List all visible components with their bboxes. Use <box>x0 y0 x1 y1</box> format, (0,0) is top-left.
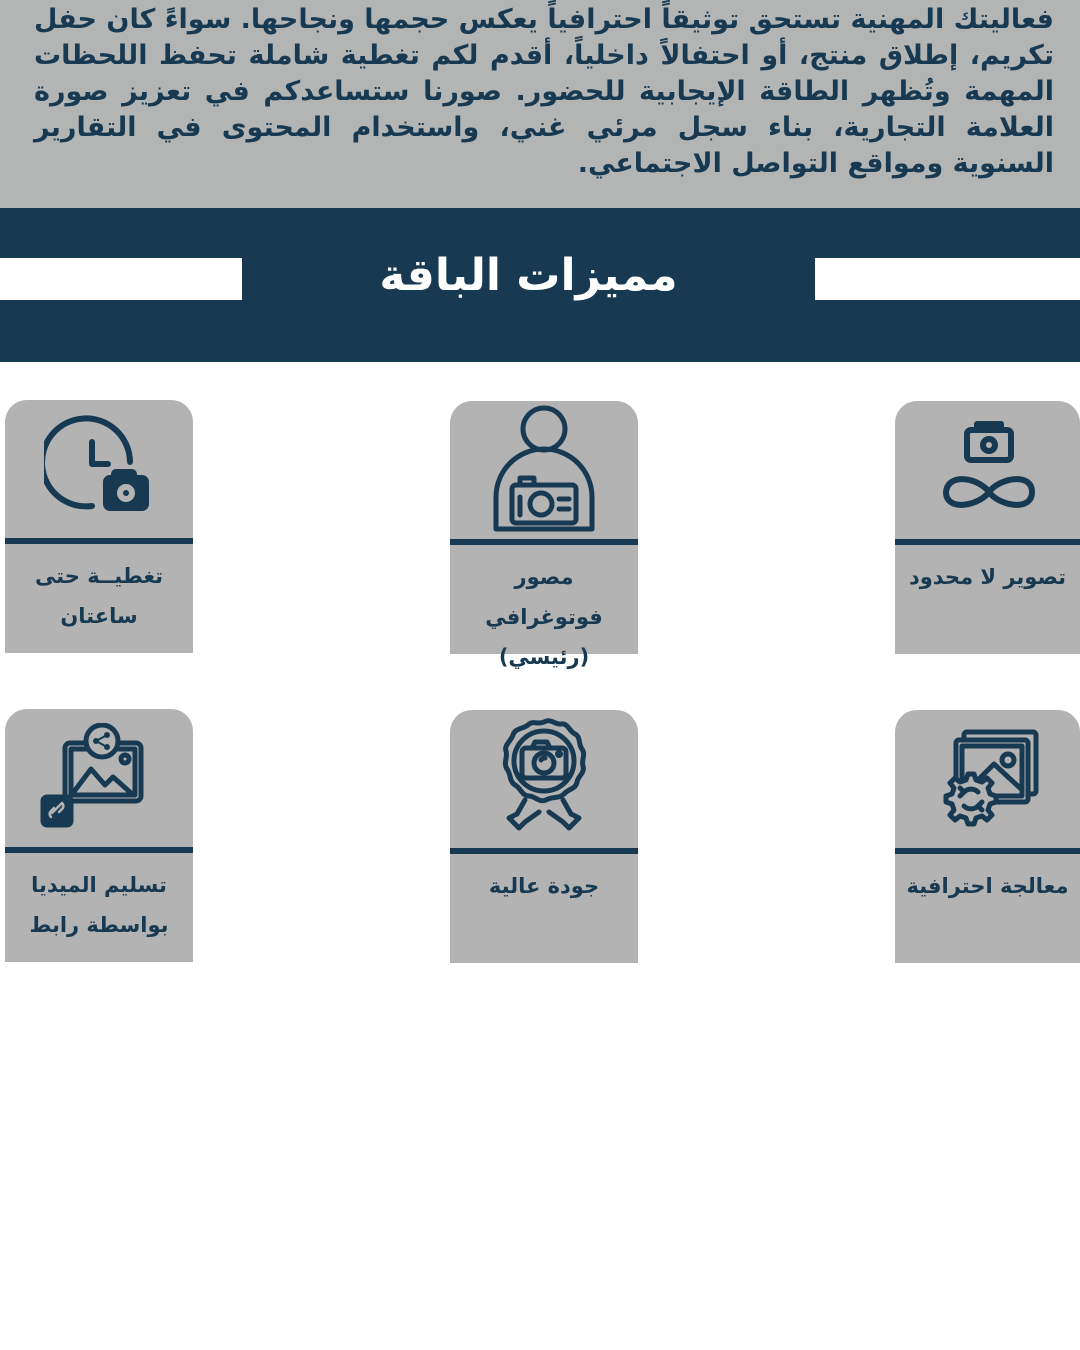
decorative-bar-left <box>0 258 242 300</box>
section-header-band <box>0 208 1080 362</box>
card-divider <box>450 848 638 854</box>
camera-badge-icon <box>450 710 638 847</box>
photographer-icon <box>450 401 638 538</box>
image-share-link-icon <box>5 709 193 846</box>
card-divider <box>895 539 1080 545</box>
feature-label: جودة عالية <box>488 874 600 898</box>
feature-card-photographer <box>450 401 638 669</box>
feature-label: تصوير لا محدود <box>908 565 1067 589</box>
intro-section <box>0 0 1080 208</box>
feature-card-unlimited <box>895 401 1080 654</box>
card-divider <box>895 848 1080 854</box>
card-divider <box>5 538 193 544</box>
card-divider <box>450 539 638 545</box>
feature-card-coverage <box>5 400 193 653</box>
camera-infinity-icon <box>895 401 1080 538</box>
feature-label: تغطيــة حتى ساعتان <box>34 564 164 628</box>
feature-label: معالجة احترافية <box>906 874 1069 898</box>
feature-label: مصور فوتوغرافي (رئيسي) <box>485 565 603 669</box>
section-title: مميزات الباقة <box>379 250 678 301</box>
feature-label: تسليم الميديا بواسطة رابط <box>29 873 169 937</box>
card-divider <box>5 847 193 853</box>
decorative-bar-right <box>815 258 1080 300</box>
feature-card-processing <box>895 710 1080 963</box>
feature-card-media-delivery <box>5 709 193 962</box>
intro-paragraph: فعاليتك المهنية تستحق توثيقاً احترافياً يعكس حجمها ونجاحها. سواءً كان حفل تكريم، إطلاق منتج، أو احتفالاً داخلياً، أقدم لكم تغطية شاملة تحفظ اللحظات المهمة وتُظهر الطاقة الإيجابية للحضور. صورنا ستساعدكم في تعزيز صورة العلامة التجارية، بناء سجل مرئي غني، واستخدام المحتوى في التقارير السنوية ومواقع التواصل الاجتماعي. <box>34 4 1054 179</box>
clock-camera-icon <box>5 400 193 537</box>
feature-card-quality <box>450 710 638 963</box>
image-gear-icon <box>895 710 1080 847</box>
